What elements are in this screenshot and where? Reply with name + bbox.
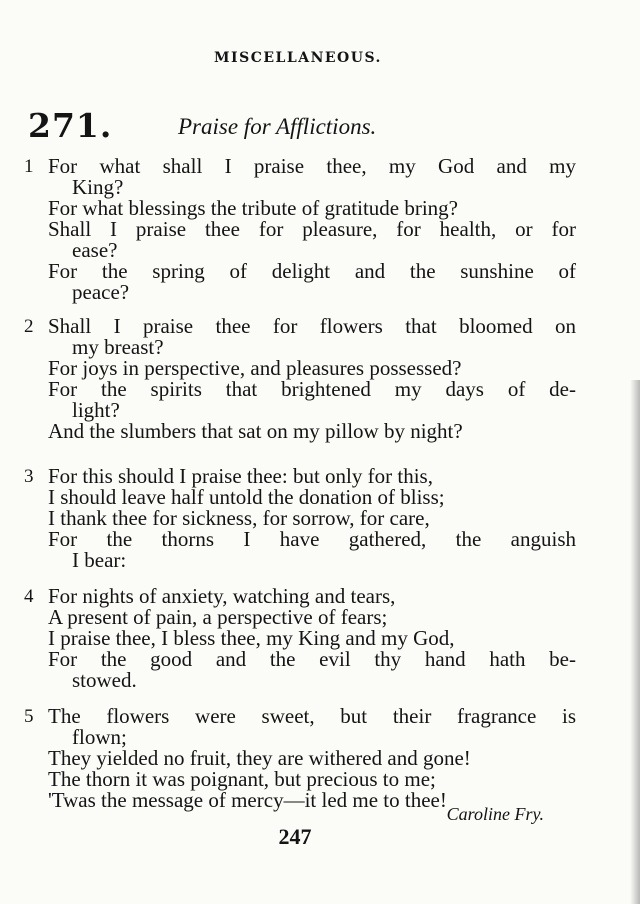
hymn-header [28,106,608,146]
verse-line: For the thorns I have gathered, the anguish [48,527,576,551]
verse-line: And the slumbers that sat on my pillow by night? [48,419,463,443]
verse-line: The thorn it was poignant, but precious to me; [48,767,436,791]
verse-line: peace? [72,280,130,304]
stanza-number: 2 [24,316,34,337]
verse-line: They yielded no fruit, they are withered and gone! [48,746,471,770]
hymn-title: Praise for Afflictions. [178,114,377,139]
verse-line: Shall I praise thee for flowers that bloomed on [48,314,576,338]
verse-line: ease? [72,238,118,262]
stanza-number: 5 [24,706,34,727]
verse-line: For the spring of delight and the sunshine of [48,259,576,283]
verse-line: For this should I praise thee: but only for this, [48,464,433,488]
verse-line: stowed. [72,668,137,692]
stanza-1 [24,156,584,303]
verse-line: my breast? [72,335,164,359]
verse-line: The flowers were sweet, but their fragrance is [48,704,576,728]
verse-line: For the good and the evil thy hand hath be- [48,647,576,671]
page-edge-shadow [630,380,640,904]
verse-line: I thank thee for sickness, for sorrow, for care, [48,506,430,530]
stanza-number: 3 [24,466,34,487]
verse-line: For what blessings the tribute of gratitude bring? [48,196,459,220]
running-head: MISCELLANEOUS. [214,50,382,66]
hymn-number: 271. [28,106,113,145]
verse-line: flown; [72,725,127,749]
verse-line: light? [72,398,120,422]
verse-line: I bear: [72,548,127,572]
verse-line: For nights of anxiety, watching and tears, [48,584,396,608]
stanza-4 [24,586,584,691]
author-attribution: Caroline Fry. [446,804,544,824]
verse-line: I praise thee, I bless thee, my King and my God, [48,626,455,650]
stanza-number: 1 [24,156,34,177]
stanza-2 [24,316,584,442]
verse-line: King? [72,175,124,199]
verse-line: I should leave half untold the donation of bliss; [48,485,445,509]
verse-line: Shall I praise thee for pleasure, for health, or for [48,217,576,241]
stanza-number: 4 [24,586,34,607]
stanza-5 [24,706,584,811]
verse-line: 'Twas the message of mercy—it led me to thee! [48,788,447,812]
verse-line: For what shall I praise thee, my God and my [48,154,576,178]
page-number: 247 [278,824,312,849]
stanza-3 [24,466,584,571]
verse-line: A present of pain, a perspective of fears; [48,605,388,629]
verse-line: For joys in perspective, and pleasures possessed? [48,356,462,380]
verse-line: For the spirits that brightened my days of de- [48,377,576,401]
